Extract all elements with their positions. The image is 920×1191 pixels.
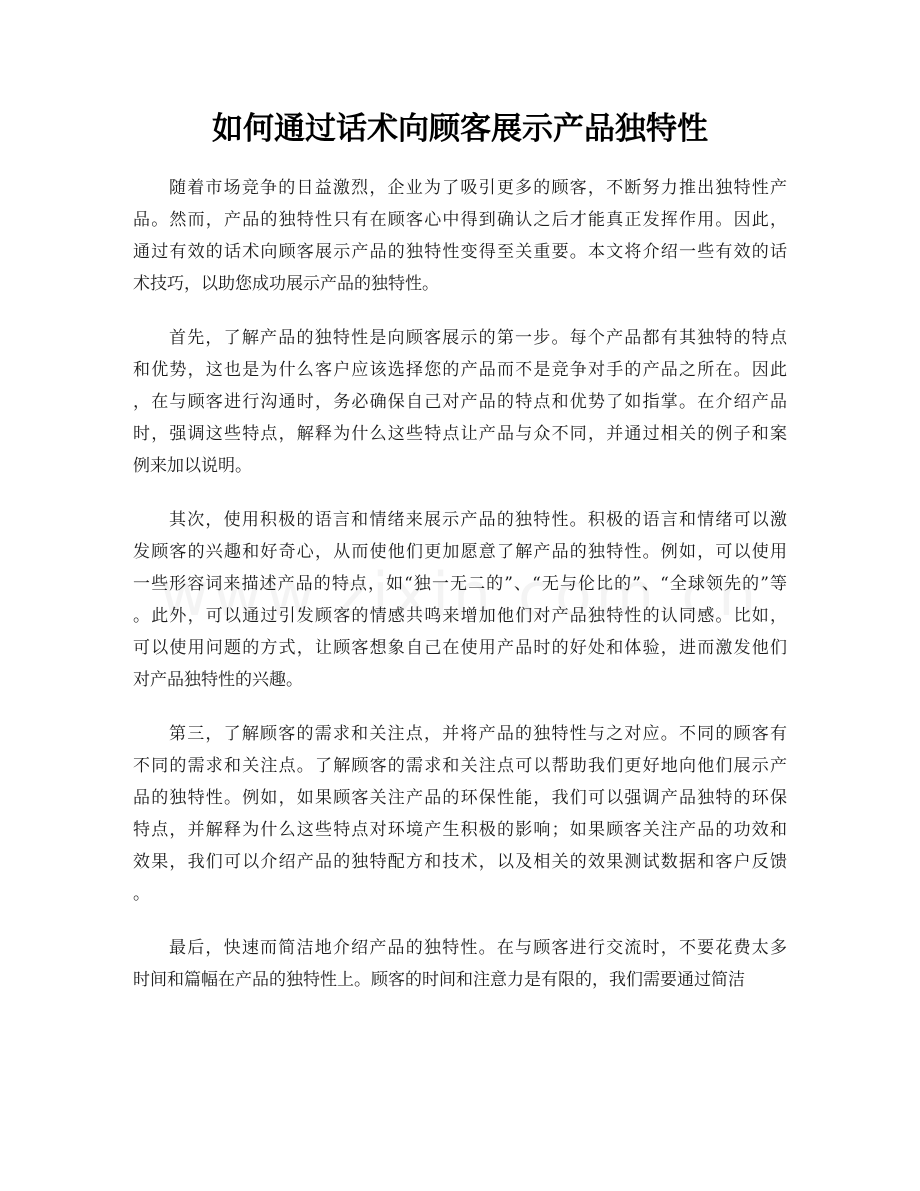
paragraph-line: 第三，了解顾客的需求和关注点，并将产品的独特性与之对应。不同的顾客有 xyxy=(169,724,787,744)
paragraph-line: 一些形容词来描述产品的特点，如“独一无二的”、“无与伦比的”、“全球领先的”等 xyxy=(133,574,787,594)
paragraph-line: 。 xyxy=(133,884,150,904)
paragraph xyxy=(133,504,787,696)
paragraph-line: 术技巧，以助您成功展示产品的独特性。 xyxy=(133,274,439,294)
paragraph xyxy=(133,172,787,300)
paragraph-line: 效果，我们可以介绍产品的独特配方和技术，以及相关的效果测试数据和客户反馈 xyxy=(133,852,787,872)
paragraph-line: 和优势，这也是为什么客户应该选择您的产品而不是竞争对手的产品之所在。因此 xyxy=(133,360,787,380)
paragraph-line: 例来加以说明。 xyxy=(133,456,252,476)
paragraph-line: 最后，快速而简洁地介绍产品的独特性。在与顾客进行交流时，不要花费太多 xyxy=(169,938,787,958)
paragraph-line: 发顾客的兴趣和好奇心，从而使他们更加愿意了解产品的独特性。例如，可以使用 xyxy=(133,542,787,562)
document-body xyxy=(133,172,787,1018)
paragraph-line: 对产品独特性的兴趣。 xyxy=(133,670,303,690)
paragraph-line: 时间和篇幅在产品的独特性上。顾客的时间和注意力是有限的，我们需要通过简洁 xyxy=(133,970,745,990)
paragraph-line: 随着市场竞争的日益激烈，企业为了吸引更多的顾客，不断努力推出独特性产 xyxy=(169,178,787,198)
paragraph-line: 品。然而，产品的独特性只有在顾客心中得到确认之后才能真正发挥作用。因此， xyxy=(133,210,787,230)
paragraph xyxy=(133,932,787,996)
paragraph-line: 首先，了解产品的独特性是向顾客展示的第一步。每个产品都有其独特的特点 xyxy=(169,328,787,348)
paragraph xyxy=(133,718,787,910)
paragraph-line: ，在与顾客进行沟通时，务必确保自己对产品的特点和优势了如指掌。在介绍产品 xyxy=(133,392,787,412)
paragraph xyxy=(133,322,787,482)
document-title: 如何通过话术向顾客展示产品独特性 xyxy=(212,111,708,147)
paragraph-line: 可以使用问题的方式，让顾客想象自己在使用产品时的好处和体验，进而激发他们 xyxy=(133,638,787,658)
paragraph-line: 不同的需求和关注点。了解顾客的需求和关注点可以帮助我们更好地向他们展示产 xyxy=(133,756,787,776)
paragraph-line: 特点，并解释为什么这些特点对环境产生积极的影响；如果顾客关注产品的功效和 xyxy=(133,820,787,840)
paragraph-line: 。此外，可以通过引发顾客的情感共鸣来增加他们对产品独特性的认同感。比如， xyxy=(133,606,787,626)
paragraph-line: 品的独特性。例如，如果顾客关注产品的环保性能，我们可以强调产品独特的环保 xyxy=(133,788,787,808)
paragraph-line: 时，强调这些特点，解释为什么这些特点让产品与众不同，并通过相关的例子和案 xyxy=(133,424,787,444)
paragraph-line: 通过有效的话术向顾客展示产品的独特性变得至关重要。本文将介绍一些有效的话 xyxy=(133,242,787,262)
paragraph-line: 其次，使用积极的语言和情绪来展示产品的独特性。积极的语言和情绪可以激 xyxy=(169,510,787,530)
